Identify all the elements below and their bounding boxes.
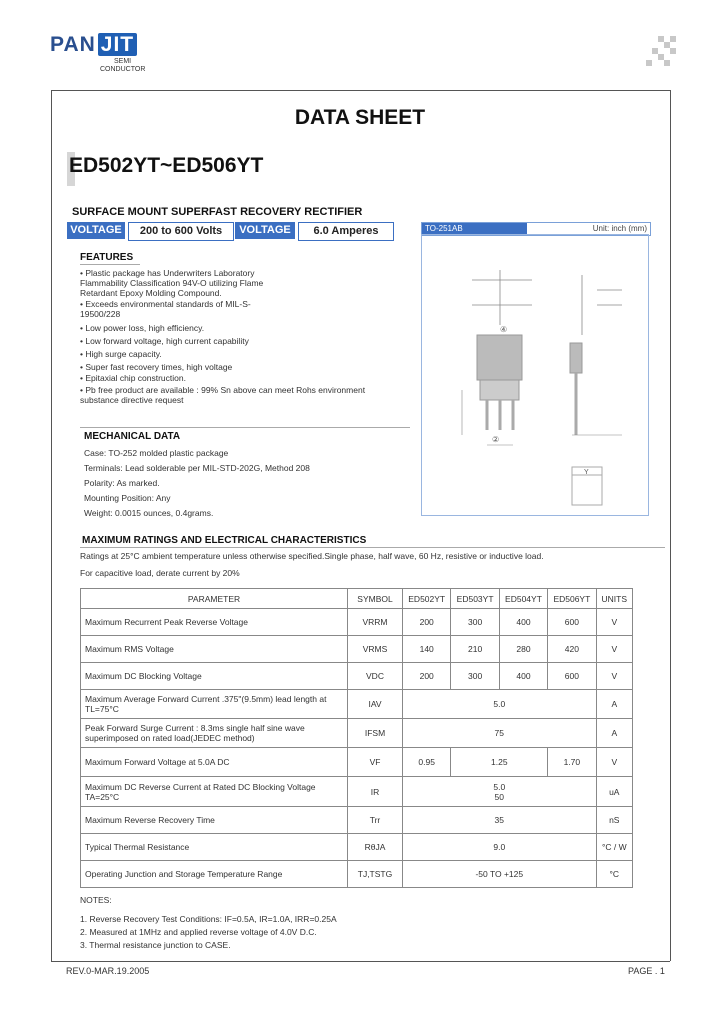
col-symbol: SYMBOL (348, 589, 403, 609)
mechanical-item-1: Case: TO-252 molded plastic package (84, 448, 229, 458)
part-number: ED502YT~ED506YT (69, 154, 264, 177)
row-value (403, 777, 597, 807)
feature-item-3: • Low power loss, high efficiency. (80, 323, 205, 333)
row-value: 9.0 (403, 834, 597, 861)
row-unit: V (596, 748, 632, 777)
col-ed502yt: ED502YT (403, 589, 451, 609)
page-title: DATA SHEET (294, 106, 426, 129)
row-value: 200 (403, 663, 451, 690)
row-value: -50 TO +125 (403, 861, 597, 888)
row-symbol: VRMS (348, 636, 403, 663)
row-value: 140 (403, 636, 451, 663)
row-value: 200 (403, 609, 451, 636)
feature-item-6: • Super fast recovery times, high voltage (80, 362, 233, 372)
features-heading: FEATURES (80, 252, 134, 263)
row-unit: V (596, 609, 632, 636)
ratings-note-1: Ratings at 25°C ambient temperature unless otherwise specified.Single phase, half wave, 60 Hz, resistive or inductive load. (80, 551, 544, 561)
current-value-badge: 6.0 Amperes (298, 222, 394, 241)
feature-item-8: • Pb free product are available : 99% Sn above can meet Rohs environment substance directive request (80, 385, 366, 405)
row-symbol: TJ,TSTG (348, 861, 403, 888)
row-value: 400 (499, 609, 547, 636)
row-symbol: VRRM (348, 609, 403, 636)
row-value: 75 (403, 719, 597, 748)
row-value-line1: 5.0 (493, 781, 506, 792)
row-unit: °C / W (596, 834, 632, 861)
mechanical-item-5: Weight: 0.0015 ounces, 0.4grams. (84, 508, 214, 518)
row-value: 600 (548, 609, 596, 636)
row-value: 1.25 (451, 748, 548, 777)
row-param: Typical Thermal Resistance (81, 834, 348, 861)
mechanical-item-2: Terminals: Lead solderable per MIL-STD-202G, Method 208 (84, 463, 310, 473)
feature-item-4: • Low forward voltage, high current capability (80, 336, 249, 346)
col-parameter: PARAMETER (81, 589, 348, 609)
note-item-3: 3. Thermal resistance junction to CASE. (80, 940, 231, 950)
col-units: UNITS (596, 589, 632, 609)
features-underline (80, 264, 140, 265)
row-param: Maximum RMS Voltage (81, 636, 348, 663)
row-unit: nS (596, 807, 632, 834)
row-param: Maximum Reverse Recovery Time (81, 807, 348, 834)
note-item-1: 1. Reverse Recovery Test Conditions: IF=0.5A, IR=1.0A, IRR=0.25A (80, 914, 337, 924)
feature-item-2: • Exceeds environmental standards of MIL-S-19500/228 (80, 299, 251, 319)
package-unit: Unit: inch (mm) (592, 224, 647, 233)
voltage-label-badge: VOLTAGE (67, 222, 125, 239)
table-row (81, 807, 633, 834)
row-param: Maximum DC Reverse Current at Rated DC Blocking Voltage TA=25°C (81, 777, 348, 807)
table-row (81, 834, 633, 861)
note-item-2: 2. Measured at 1MHz and applied reverse voltage of 4.0V D.C. (80, 927, 317, 937)
row-value: 0.95 (403, 748, 451, 777)
feature-item-1: • Plastic package has Underwriters Laboratory Flammability Classification 94V-O utilizing Flame Retardant Epoxy Molding Compound. (80, 268, 264, 298)
row-symbol: VDC (348, 663, 403, 690)
mechanical-item-3: Polarity: As marked. (84, 478, 160, 488)
row-unit: uA (596, 777, 632, 807)
brand-subtitle (100, 58, 145, 74)
row-symbol: VF (348, 748, 403, 777)
package-outline-drawing (422, 235, 648, 515)
ratings-table (80, 588, 633, 888)
notes-heading: NOTES: (80, 895, 112, 905)
decorative-dots-icon (646, 36, 676, 66)
table-row (81, 636, 633, 663)
table-row (81, 690, 633, 719)
col-ed504yt: ED504YT (499, 589, 547, 609)
package-drawing-frame (421, 234, 649, 516)
row-param: Maximum DC Blocking Voltage (81, 663, 348, 690)
table-row (81, 777, 633, 807)
voltage-value-badge: 200 to 600 Volts (128, 222, 234, 241)
row-param: Maximum Recurrent Peak Reverse Voltage (81, 609, 348, 636)
current-label-badge: VOLTAGE (235, 222, 295, 239)
row-unit: °C (596, 861, 632, 888)
page-number: PAGE . 1 (628, 966, 665, 976)
row-value: 210 (451, 636, 499, 663)
table-row (81, 748, 633, 777)
table-header-row (81, 589, 633, 609)
row-unit: A (596, 719, 632, 748)
row-unit: V (596, 663, 632, 690)
row-value: 1.70 (548, 748, 596, 777)
svg-text:②: ② (492, 435, 500, 444)
mechanical-item-4: Mounting Position: Any (84, 493, 171, 503)
col-ed506yt: ED506YT (548, 589, 596, 609)
table-row (81, 719, 633, 748)
feature-item-5: • High surge capacity. (80, 349, 162, 359)
row-value-line2: 50 (494, 791, 505, 802)
row-symbol: IAV (348, 690, 403, 719)
feature-item-7: • Epitaxial chip construction. (80, 373, 186, 383)
col-ed503yt: ED503YT (451, 589, 499, 609)
revision-label: REV.0-MAR.19.2005 (66, 966, 150, 976)
row-param: Maximum Average Forward Current .375"(9.5mm) lead length at TL=75°C (81, 690, 348, 719)
row-value: 400 (499, 663, 547, 690)
brand-logo (50, 33, 137, 57)
mechanical-heading: MECHANICAL DATA (84, 431, 181, 442)
brand-jit: JIT (98, 33, 137, 56)
ratings-note-2: For capacitive load, derate current by 20% (80, 568, 240, 578)
brand-sub-line2: CONDUCTOR (100, 66, 146, 73)
row-symbol: IR (348, 777, 403, 807)
row-unit: V (596, 636, 632, 663)
product-subtitle: SURFACE MOUNT SUPERFAST RECOVERY RECTIFIER (72, 206, 363, 218)
row-unit: A (596, 690, 632, 719)
row-param: Operating Junction and Storage Temperature Range (81, 861, 348, 888)
row-symbol: Trr (348, 807, 403, 834)
row-symbol: RθJA (348, 834, 403, 861)
table-row (81, 861, 633, 888)
brand-sub-line1: SEMI (114, 58, 132, 65)
row-symbol: IFSM (348, 719, 403, 748)
row-value: 35 (403, 807, 597, 834)
ratings-heading: MAXIMUM RATINGS AND ELECTRICAL CHARACTERISTICS (82, 535, 367, 546)
row-value: 280 (499, 636, 547, 663)
ratings-divider (80, 547, 665, 548)
footer-line (51, 961, 670, 962)
row-value: 5.0 (403, 690, 597, 719)
table-row (81, 663, 633, 690)
row-param: Peak Forward Surge Current : 8.3ms single half sine wave superimposed on rated load(JEDEC method) (81, 719, 348, 748)
row-param: Maximum Forward Voltage at 5.0A DC (81, 748, 348, 777)
table-row (81, 609, 633, 636)
svg-text:④: ④ (500, 325, 508, 334)
row-value: 300 (451, 609, 499, 636)
row-value: 600 (548, 663, 596, 690)
row-value: 420 (548, 636, 596, 663)
package-table-header: Y (584, 469, 589, 476)
package-name: TO-251AB (422, 223, 527, 235)
mechanical-divider (80, 427, 410, 428)
row-value: 300 (451, 663, 499, 690)
brand-pan: PAN (50, 33, 96, 56)
